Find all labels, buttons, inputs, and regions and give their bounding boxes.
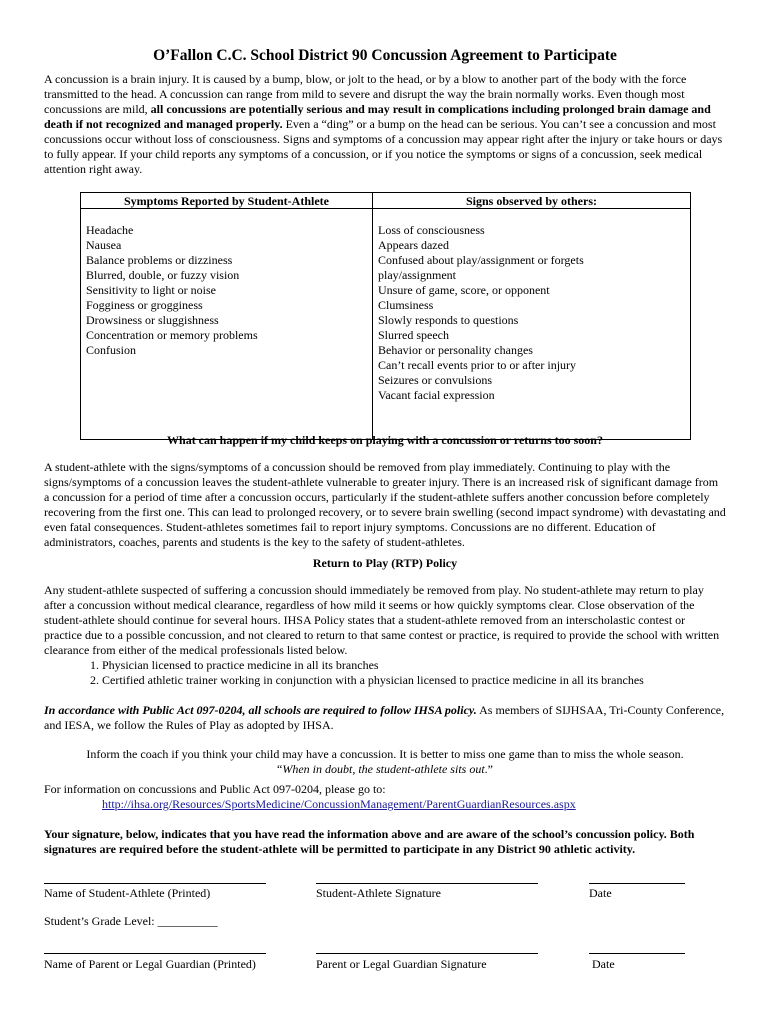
intro-bold-text: all concussions are potentially serious and may result in complications including prolonged brain damage and death if not recognized and managed properly.: [44, 102, 711, 131]
student-signature-field[interactable]: [316, 883, 538, 884]
ihsa-policy-text: As members of SIJHSAA, Tri-County Conference, and IESA, we follow the Rules of Play as adopted by IHSA.: [44, 703, 725, 732]
quote-close-mark: .”: [484, 762, 493, 776]
sign-item: Confused about play/assignment or forgets: [378, 253, 584, 267]
signs-list: [373, 209, 691, 440]
symptom-item: Fogginess or grogginess: [86, 298, 203, 312]
symptom-item: Balance problems or dizziness: [86, 253, 233, 267]
ihsa-resources-link[interactable]: http://ihsa.org/Resources/SportsMedicine/ConcussionManagement/ParentGuardianResources.aspx: [102, 797, 576, 811]
symptoms-list: [81, 209, 373, 440]
sit-out-quote: [0, 762, 770, 777]
info-line: For information on concussions and Public Act 097-0204, please go to:: [44, 782, 386, 796]
sign-item: Loss of consciousness: [378, 223, 485, 237]
signs-column-header: Signs observed by others:: [373, 193, 691, 209]
symptom-item: Concentration or memory problems: [86, 328, 258, 342]
ihsa-policy-emphasis: In accordance with Public Act 097-0204, all schools are required to follow IHSA policy.: [44, 703, 477, 717]
intro-paragraph: [44, 72, 726, 177]
rtp-policy-paragraph: Any student-athlete suspected of suffering a concussion should immediately be removed from play. No student-athlete may return to play after a concussion without medical clearance, regardless of how mild it seems or how quickly symptoms clear. Close observation of the student-athlete should continue for several hours. IHSA Policy states that a student-athlete removed from an interscholastic contest or practice due to a possible concussion, and not cleared to return to that same contest or practice, is required to provide the school with written clearance from either of the medical professionals listed below.: [44, 583, 720, 657]
sign-item: Vacant facial expression: [378, 388, 495, 402]
symptom-item: Blurred, double, or fuzzy vision: [86, 268, 240, 282]
parent-signature-label: Parent or Legal Guardian Signature: [316, 957, 487, 971]
parent-signature-field[interactable]: [316, 953, 538, 954]
parent-date-field[interactable]: [589, 953, 685, 954]
return-too-soon-paragraph: A student-athlete with the signs/symptoms of a concussion should be removed from play immediately. Continuing to play with the signs/symptoms of a concussion leaves the student-athlete vulnerable to greater injury. There is an increased risk of significant damage from a concussion for a period of time after a concussion occurs, particularly if the student-athlete suffers another concussion before completely recovering from the first one. This can lead to prolonged recovery, or to severe brain swelling (second impact syndrome) with devastating and even fatal consequences. Student-athletes sometimes fail to report injury symptoms. Concussions are no different. Education of administrators, coaches, parents and students is the key to the safety of student-athletes.: [44, 460, 726, 549]
sign-item: Slowly responds to questions: [378, 313, 519, 327]
inform-coach-line: Inform the coach if you think your child may have a concussion. It is better to miss one game than to miss the whole season.: [86, 747, 684, 761]
student-date-label: Date: [589, 886, 612, 900]
sign-item: Slurred speech: [378, 328, 449, 342]
rtp-policy-heading: Return to Play (RTP) Policy: [312, 556, 458, 570]
parent-name-label: Name of Parent or Legal Guardian (Printed): [44, 957, 256, 971]
return-too-soon-heading: What can happen if my child keeps on playing with a concussion or returns too soon?: [167, 433, 603, 447]
signature-statement: Your signature, below, indicates that you have read the information above and are aware of the school’s concussion policy. Both signatures are required before the student-athlete will be permitted to participate in any District 90 athletic activity.: [44, 827, 695, 856]
symptom-item: Headache: [86, 223, 134, 237]
symptom-item: Nausea: [86, 238, 122, 252]
sign-item: Appears dazed: [378, 238, 449, 252]
sign-item: Unsure of game, score, or opponent: [378, 283, 550, 297]
student-name-field[interactable]: [44, 883, 266, 884]
student-name-label: Name of Student-Athlete (Printed): [44, 886, 211, 900]
symptoms-signs-table: [80, 192, 691, 440]
sign-item: play/assignment: [378, 268, 456, 282]
parent-date-label: Date: [592, 957, 615, 971]
sign-item: Can’t recall events prior to or after injury: [378, 358, 577, 372]
symptom-item: Sensitivity to light or noise: [86, 283, 217, 297]
sign-item: Behavior or personality changes: [378, 343, 533, 357]
ihsa-policy-paragraph: [44, 703, 726, 733]
intro-text-2: Even a “ding” or a bump on the head can be serious. You can’t see a concussion and most concussions occur without loss of consciousness. Signs and symptoms of a concussion may appear right after the injury or take hours or days to fully appear. If your child reports any symptoms of a concussion, or if you notice the symptoms or signs of a concussion, seek medical attention right away.: [44, 117, 723, 176]
symptoms-column-header: Symptoms Reported by Student-Athlete: [81, 193, 373, 209]
symptom-item: Drowsiness or sluggishness: [86, 313, 219, 327]
intro-text-1: A concussion is a brain injury. It is caused by a bump, blow, or jolt to the head, or by a blow to another part of the body with the force transmitted to the head. A concussion can range from mild to severe and disrupt the way the brain normally works. Even though most concussions are mild,: [44, 72, 687, 116]
page-title: O’Fallon C.C. School District 90 Concussion Agreement to Participate: [153, 47, 617, 64]
sign-item: Seizures or convulsions: [378, 373, 492, 387]
grade-level-field[interactable]: Student’s Grade Level: __________: [44, 914, 218, 928]
parent-name-field[interactable]: [44, 953, 266, 954]
student-date-field[interactable]: [589, 883, 685, 884]
rtp-list-item-physician: 1. Physician licensed to practice medicine in all its branches: [90, 658, 379, 672]
quote-open-mark: “: [277, 762, 283, 776]
symptom-item: Confusion: [86, 343, 137, 357]
sit-out-quote-text: When in doubt, the student-athlete sits out: [282, 762, 485, 776]
rtp-list-item-trainer: 2. Certified athletic trainer working in conjunction with a physician licensed to practice medicine in all its branches: [90, 673, 644, 687]
student-signature-label: Student-Athlete Signature: [316, 886, 441, 900]
sign-item: Clumsiness: [378, 298, 434, 312]
